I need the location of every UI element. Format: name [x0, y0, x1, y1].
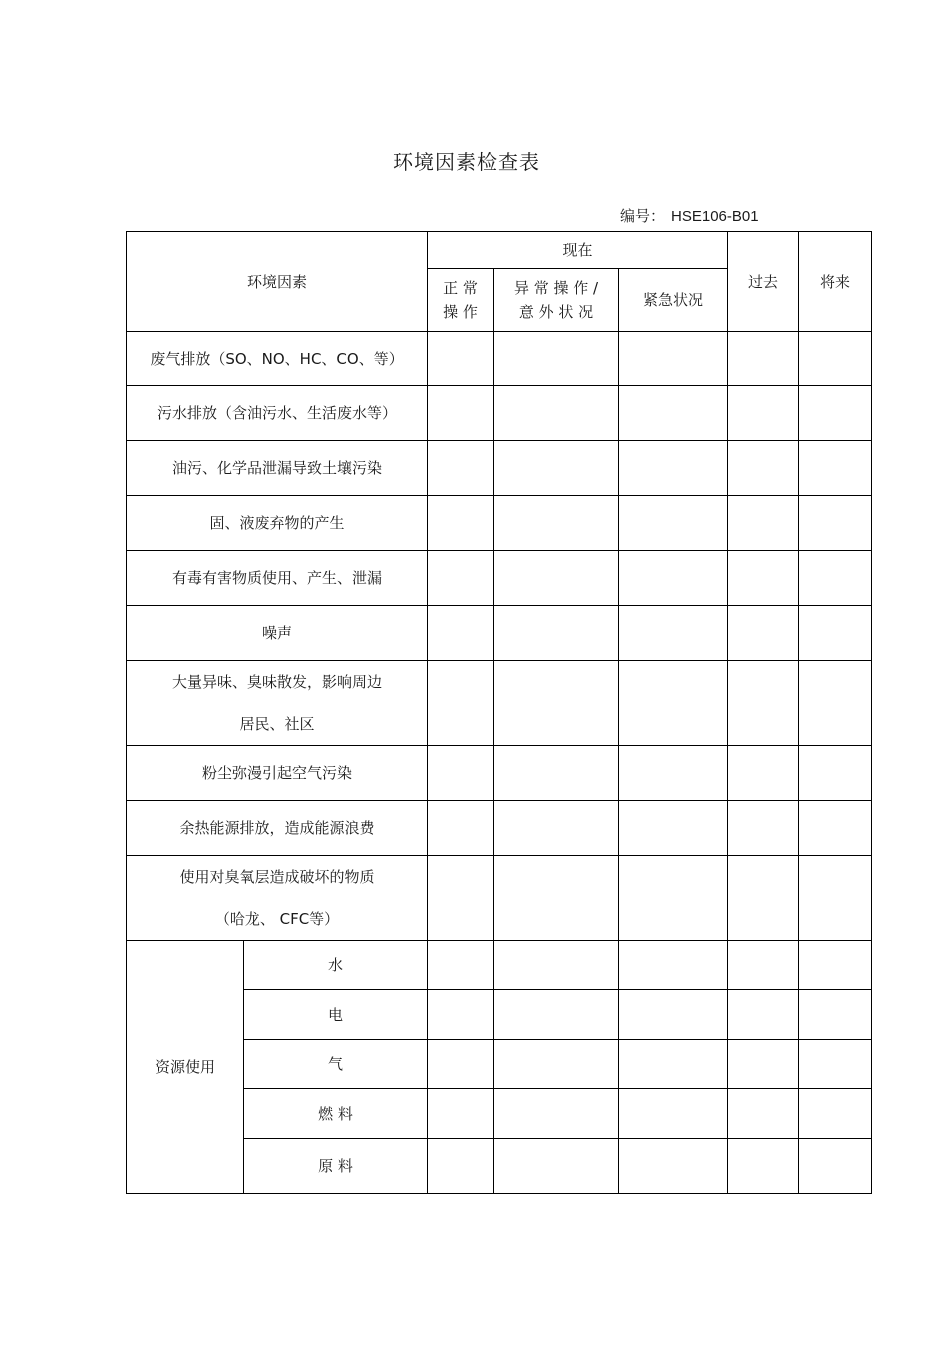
- check-cell[interactable]: [728, 1139, 799, 1194]
- table-row: [127, 332, 872, 386]
- check-cell[interactable]: [799, 496, 872, 551]
- header-emergency: 紧急状况: [619, 269, 728, 332]
- check-cell[interactable]: [799, 606, 872, 661]
- check-cell[interactable]: [494, 606, 619, 661]
- check-cell[interactable]: [619, 1089, 728, 1139]
- table-row: [127, 386, 872, 441]
- factor-label: [127, 661, 428, 746]
- check-cell[interactable]: [494, 990, 619, 1040]
- check-cell[interactable]: [799, 1139, 872, 1194]
- inspection-table: [126, 231, 872, 1194]
- check-cell[interactable]: [728, 801, 799, 856]
- factor-label: 粉尘弥漫引起空气污染: [127, 746, 428, 801]
- check-cell[interactable]: [799, 661, 872, 746]
- check-cell[interactable]: [494, 332, 619, 386]
- check-cell[interactable]: [619, 1139, 728, 1194]
- resource-item-label: 气: [244, 1040, 428, 1089]
- check-cell[interactable]: [728, 551, 799, 606]
- header-normal-line2: 操 作: [443, 303, 478, 321]
- check-cell[interactable]: [428, 386, 494, 441]
- resource-item-label: 燃 料: [244, 1089, 428, 1139]
- check-cell[interactable]: [428, 941, 494, 990]
- check-cell[interactable]: [799, 941, 872, 990]
- factor-label: 油污、化学品泄漏导致土壤污染: [127, 441, 428, 496]
- header-future: 将来: [799, 232, 872, 332]
- table-row: [127, 856, 872, 941]
- check-cell[interactable]: [619, 856, 728, 941]
- table-row: [127, 661, 872, 746]
- check-cell[interactable]: [799, 441, 872, 496]
- check-cell[interactable]: [619, 441, 728, 496]
- check-cell[interactable]: [619, 606, 728, 661]
- check-cell[interactable]: [428, 1139, 494, 1194]
- header-abnormal-operation: [494, 269, 619, 332]
- check-cell[interactable]: [728, 606, 799, 661]
- check-cell[interactable]: [494, 856, 619, 941]
- check-cell[interactable]: [428, 551, 494, 606]
- factor-label-line2: 居民、社区: [239, 715, 315, 733]
- header-normal-line1: 正 常: [443, 279, 478, 297]
- check-cell[interactable]: [799, 990, 872, 1040]
- table-row: [127, 496, 872, 551]
- check-cell[interactable]: [728, 496, 799, 551]
- check-cell[interactable]: [799, 746, 872, 801]
- check-cell[interactable]: [494, 551, 619, 606]
- factor-label: 噪声: [127, 606, 428, 661]
- check-cell[interactable]: [619, 941, 728, 990]
- check-cell[interactable]: [428, 990, 494, 1040]
- check-cell[interactable]: [428, 801, 494, 856]
- header-current: 现在: [428, 232, 728, 269]
- header-normal-operation: [428, 269, 494, 332]
- table-row: [127, 441, 872, 496]
- factor-label-line2: （哈龙、 CFC等）: [214, 910, 340, 928]
- check-cell[interactable]: [428, 606, 494, 661]
- resource-item-label: 水: [244, 941, 428, 990]
- factor-label: 废气排放（SO、NO、HC、CO、等）: [127, 332, 428, 386]
- header-past: 过去: [728, 232, 799, 332]
- check-cell[interactable]: [728, 661, 799, 746]
- table-row: [127, 606, 872, 661]
- factor-label: 余热能源排放，造成能源浪费: [127, 801, 428, 856]
- check-cell[interactable]: [494, 661, 619, 746]
- table-row: [127, 941, 872, 990]
- check-cell[interactable]: [494, 386, 619, 441]
- check-cell[interactable]: [428, 496, 494, 551]
- check-cell[interactable]: [799, 1040, 872, 1089]
- check-cell[interactable]: [799, 801, 872, 856]
- factor-label: [127, 856, 428, 941]
- code-label: 编号：: [620, 207, 666, 225]
- header-factor: 环境因素: [127, 232, 428, 332]
- check-cell[interactable]: [494, 496, 619, 551]
- code-value: HSE106-B01: [671, 208, 759, 225]
- resource-item-label: 原 料: [244, 1139, 428, 1194]
- check-cell[interactable]: [799, 1089, 872, 1139]
- factor-label-line1: 大量异味、臭味散发，影响周边: [172, 673, 383, 691]
- check-cell[interactable]: [728, 441, 799, 496]
- page-title: 环境因素检查表: [393, 150, 540, 174]
- header-abnormal-line1: 异 常 操 作 /: [513, 279, 599, 297]
- check-cell[interactable]: [494, 941, 619, 990]
- check-cell[interactable]: [619, 332, 728, 386]
- check-cell[interactable]: [619, 496, 728, 551]
- check-cell[interactable]: [728, 746, 799, 801]
- check-cell[interactable]: [428, 1040, 494, 1089]
- check-cell[interactable]: [799, 386, 872, 441]
- check-cell[interactable]: [619, 661, 728, 746]
- factor-label: 固、液废弃物的产生: [127, 496, 428, 551]
- table-row: [127, 746, 872, 801]
- check-cell[interactable]: [428, 441, 494, 496]
- check-cell[interactable]: [728, 386, 799, 441]
- check-cell[interactable]: [619, 801, 728, 856]
- resource-item-label: 电: [244, 990, 428, 1040]
- check-cell[interactable]: [428, 856, 494, 941]
- check-cell[interactable]: [494, 746, 619, 801]
- check-cell[interactable]: [728, 1040, 799, 1089]
- check-cell[interactable]: [619, 551, 728, 606]
- check-cell[interactable]: [728, 1089, 799, 1139]
- check-cell[interactable]: [728, 332, 799, 386]
- check-cell[interactable]: [799, 332, 872, 386]
- factor-label-line1: 使用对臭氧层造成破坏的物质: [179, 868, 375, 886]
- table-row: [127, 801, 872, 856]
- check-cell[interactable]: [428, 661, 494, 746]
- check-cell[interactable]: [619, 386, 728, 441]
- table-row: [127, 551, 872, 606]
- check-cell[interactable]: [799, 551, 872, 606]
- check-cell[interactable]: [619, 1040, 728, 1089]
- check-cell[interactable]: [428, 332, 494, 386]
- check-cell[interactable]: [494, 801, 619, 856]
- document-code: [620, 205, 759, 226]
- factor-label: 污水排放（含油污水、生活废水等）: [127, 386, 428, 441]
- check-cell[interactable]: [728, 941, 799, 990]
- check-cell[interactable]: [728, 856, 799, 941]
- check-cell[interactable]: [428, 746, 494, 801]
- factor-label: 有毒有害物质使用、产生、泄漏: [127, 551, 428, 606]
- check-cell[interactable]: [728, 990, 799, 1040]
- check-cell[interactable]: [494, 441, 619, 496]
- check-cell[interactable]: [494, 1040, 619, 1089]
- check-cell[interactable]: [494, 1139, 619, 1194]
- check-cell[interactable]: [799, 856, 872, 941]
- header-abnormal-line2: 意 外 状 况: [518, 303, 594, 321]
- check-cell[interactable]: [619, 746, 728, 801]
- check-cell[interactable]: [619, 990, 728, 1040]
- check-cell[interactable]: [494, 1089, 619, 1139]
- check-cell[interactable]: [428, 1089, 494, 1139]
- resource-group-label: 资源使用: [127, 941, 244, 1194]
